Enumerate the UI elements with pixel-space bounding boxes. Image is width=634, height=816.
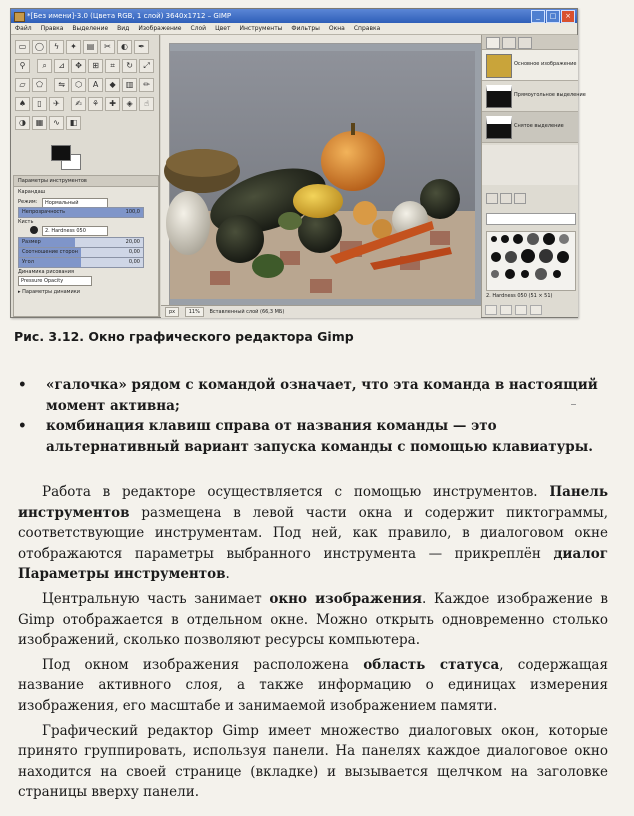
paragraph: Графический редактор Gimp имеет множество диалоговых окон, которые принято группировать, используя панели. На панелях каждое диалоговое окно находится на своей странице (вкладке) и вызывается щелчком на заголовке страницы вверху панели.: [18, 722, 608, 801]
layer-name: Снятое выделение: [514, 123, 564, 129]
bullet-item: [18, 375, 608, 416]
minimize-button[interactable]: _: [531, 10, 545, 23]
aspect-value: 0,00: [128, 249, 140, 255]
blend-tool-icon[interactable]: ▥: [122, 78, 137, 92]
curves-tool-icon[interactable]: ∿: [49, 116, 64, 130]
dynamics-options-label: Параметры динамики: [22, 289, 80, 295]
mode-label: Режим:: [18, 199, 38, 205]
paragraph: [18, 655, 608, 717]
brushes-grid[interactable]: [486, 231, 576, 291]
bullet-list: [18, 375, 608, 457]
tool-options-dialog: [13, 175, 159, 317]
dock-button-row: [482, 305, 578, 315]
term-toolbox: Панель инструментов: [18, 484, 608, 521]
aspect-row: [14, 247, 158, 257]
patterns-tab-icon[interactable]: [500, 193, 512, 204]
paths-tab-icon[interactable]: [518, 37, 532, 49]
brush-swatch[interactable]: [491, 236, 497, 242]
brush-swatch[interactable]: [543, 233, 555, 245]
brush-row: [14, 217, 158, 237]
text-run: . Каждое изображение в Gimp отображается в отдельном окне. Можно открыть одновременно столько изображений, сколько позволяют ресурсы компьютера.: [18, 590, 608, 649]
measure-tool-icon[interactable]: ⊿: [54, 59, 69, 73]
foreground-color-swatch[interactable]: [51, 145, 71, 161]
scale-tool-icon[interactable]: ⤢: [139, 59, 154, 73]
close-button[interactable]: ×: [561, 10, 575, 23]
bullet-item: [18, 416, 608, 457]
layers-empty-area: [482, 145, 578, 185]
brush-swatch[interactable]: [559, 234, 569, 244]
menu-edit[interactable]: Правка: [40, 25, 64, 32]
dynamics-label: Динамика рисования: [18, 269, 74, 275]
threshold-tool-icon[interactable]: ◧: [66, 116, 81, 130]
tool-options-title: Параметры инструментов: [14, 176, 158, 187]
layer-item[interactable]: [482, 81, 586, 112]
brush-swatch[interactable]: [505, 251, 517, 263]
perspective-tool-icon[interactable]: ⬠: [32, 78, 47, 92]
text-run: Центральную часть занимает: [42, 590, 270, 607]
layer-thumbnail: [486, 85, 512, 108]
menu-image[interactable]: Изображение: [138, 25, 182, 32]
zoom-tool-icon[interactable]: ⌕: [37, 59, 52, 73]
move-tool-icon[interactable]: ✥: [71, 59, 86, 73]
fg-bg-color-swatch[interactable]: [51, 145, 81, 169]
bullet-dot-icon: •: [18, 377, 27, 393]
align-tool-icon[interactable]: ⊞: [88, 59, 103, 73]
menu-layer[interactable]: Слой: [190, 25, 207, 32]
cage-tool-icon[interactable]: ⬡: [71, 78, 86, 92]
rect-select-tool-icon[interactable]: ▭: [15, 40, 30, 54]
layers-tab-icon[interactable]: [486, 37, 500, 49]
size-row: [14, 237, 158, 247]
heal-tool-icon[interactable]: ✚: [105, 97, 120, 111]
brush-swatch[interactable]: [521, 249, 535, 263]
shear-tool-icon[interactable]: ▱: [15, 78, 30, 92]
bullet-text: комбинация клавиш справа от названия команды — это альтернативный вариант запуска команды с помощью клавиатуры.: [46, 418, 593, 455]
rotate-tool-icon[interactable]: ↻: [122, 59, 137, 73]
paragraph: [18, 482, 608, 585]
color-select-tool-icon[interactable]: ▤: [83, 40, 98, 54]
smudge-tool-icon[interactable]: ☝: [139, 97, 154, 111]
image-canvas[interactable]: [170, 51, 475, 299]
brush-label: Кисть: [18, 219, 34, 225]
menu-select[interactable]: Выделение: [72, 25, 109, 32]
brush-swatch[interactable]: [535, 268, 547, 280]
brush-swatch[interactable]: [539, 249, 553, 263]
bullet-text: «галочка» рядом с командой означает, что эта команда в настоящий момент активна;: [46, 377, 598, 414]
layers-brushes-dock: [481, 35, 586, 317]
maximize-button[interactable]: □: [546, 10, 560, 23]
foreground-select-tool-icon[interactable]: ◐: [117, 40, 132, 54]
layer-item[interactable]: [482, 50, 578, 81]
text-run: .: [225, 566, 230, 583]
term-image-window: окно изображения: [269, 590, 423, 607]
dock-tabs: [482, 35, 578, 50]
opacity-value: 100,0: [125, 209, 140, 215]
menu-windows[interactable]: Окна: [328, 25, 345, 32]
layer-item[interactable]: [482, 112, 578, 143]
fuzzy-select-tool-icon[interactable]: ✦: [66, 40, 81, 54]
text-tool-icon[interactable]: A: [88, 78, 103, 92]
brush-swatch[interactable]: [557, 251, 569, 263]
dynamics-combo[interactable]: Pressure Opacity: [18, 276, 92, 286]
brush-swatch[interactable]: [491, 270, 499, 278]
paths-tool-icon[interactable]: ✒: [134, 40, 149, 54]
text-run: , содержащая название активного слоя, а также информацию о единицах измерения изображения, его масштабе и занимаемой изображением памяти.: [18, 656, 608, 714]
free-select-tool-icon[interactable]: ϟ: [49, 40, 64, 54]
bullet-dot-icon: •: [18, 418, 27, 434]
brushes-tabs: [482, 193, 578, 205]
image-window: [161, 35, 481, 317]
menu-tools[interactable]: Инструменты: [239, 25, 283, 32]
angle-value: 0,00: [128, 259, 140, 265]
tool-options-section: Карандаш: [18, 189, 46, 195]
layer-name: Прямоугольное выделение: [514, 92, 586, 98]
gimp-screenshot-figure: [10, 8, 586, 318]
angle-row: [14, 257, 158, 267]
brush-swatch[interactable]: [513, 234, 523, 244]
mode-combo[interactable]: Нормальный: [42, 198, 108, 208]
layer-thumbnail: [486, 54, 512, 78]
menu-filters[interactable]: Фильтры: [291, 25, 320, 32]
brush-filter-label: 2. Hardness 050 (51 × 51): [486, 293, 553, 299]
channels-tab-icon[interactable]: [502, 37, 516, 49]
levels-tool-icon[interactable]: ▦: [32, 116, 47, 130]
layer-thumbnail: [486, 116, 512, 139]
airbrush-tool-icon[interactable]: ✈: [49, 97, 64, 111]
dodge-burn-tool-icon[interactable]: ◑: [15, 116, 30, 130]
opacity-label: Непрозрачность: [22, 209, 66, 215]
brush-swatch[interactable]: [501, 235, 509, 243]
opacity-row: [14, 207, 158, 217]
menu-view[interactable]: Вид: [117, 25, 130, 32]
blur-tool-icon[interactable]: ◈: [122, 97, 137, 111]
brush-combo[interactable]: 2. Hardness 050: [42, 226, 108, 236]
horizontal-ruler[interactable]: [161, 35, 481, 44]
size-value: 20,00: [125, 239, 140, 245]
duplicate-brush-button[interactable]: [500, 305, 512, 315]
paintbrush-tool-icon[interactable]: ♠: [15, 97, 30, 111]
angle-label: Угол: [22, 259, 34, 265]
active-layer-status: Вставленный слой (66,3 МБ): [209, 309, 285, 315]
brush-swatch[interactable]: [553, 270, 561, 278]
term-tool-options: диалог Параметры инструментов: [18, 545, 608, 583]
body-text: [18, 482, 608, 807]
dynamics-row: [14, 267, 158, 287]
tool-icon-grid: [14, 39, 156, 134]
menu-colors[interactable]: Цвет: [215, 25, 231, 32]
menu-help[interactable]: Справка: [353, 25, 381, 32]
window-titlebar: [11, 9, 577, 23]
brushes-tab-icon[interactable]: [486, 193, 498, 204]
bucket-fill-tool-icon[interactable]: ◆: [105, 78, 120, 92]
status-bar: [161, 305, 481, 318]
text-run: Работа в редакторе осуществляется с помощью инструментов.: [42, 484, 550, 500]
brush-swatch[interactable]: [521, 270, 529, 278]
ellipse-select-tool-icon[interactable]: ◯: [32, 40, 47, 54]
toolbox-panel: [11, 35, 160, 317]
dynamics-options-expander[interactable]: [14, 287, 158, 297]
color-picker-tool-icon[interactable]: ⚲: [15, 59, 30, 73]
size-label: Размер: [22, 239, 41, 245]
text-run: Под окном изображения расположена: [42, 656, 364, 673]
brush-swatch[interactable]: [491, 252, 501, 262]
refresh-brush-button[interactable]: [530, 305, 542, 315]
figure-caption: Рис. 3.12. Окно графического редактора Gimp: [14, 329, 354, 344]
vegetables-photo: [170, 51, 475, 299]
delete-brush-button[interactable]: [515, 305, 527, 315]
page-mark: [571, 404, 576, 405]
window-title: *[Без имени]-3.0 (Цвета RGB, 1 слой) 3640x1712 – GIMP: [27, 12, 232, 20]
term-status-area: область статуса: [363, 656, 500, 673]
menu-bar: [11, 23, 577, 35]
pencil-tool-icon[interactable]: ✏: [139, 78, 154, 92]
zoom-select[interactable]: 11%: [185, 307, 204, 317]
gradients-tab-icon[interactable]: [514, 193, 526, 204]
gimp-app-icon: [14, 12, 25, 22]
paragraph: [18, 589, 608, 651]
expander-icon: ▸: [18, 289, 23, 295]
text-run: размещена в левой части окна и содержит пиктограммы, соответствующие инструментам. Под ней, как правило, в диалоговом окне отображаются параметры выбранного инструмента — прикреплён: [18, 504, 608, 562]
eraser-tool-icon[interactable]: ▯: [32, 97, 47, 111]
brush-preview-icon[interactable]: [30, 226, 38, 234]
unit-select[interactable]: px: [165, 307, 179, 317]
new-brush-button[interactable]: [485, 305, 497, 315]
aspect-label: Соотношение сторон: [22, 249, 78, 255]
brush-filter-input[interactable]: [486, 213, 576, 225]
scissors-tool-icon[interactable]: ✂: [100, 40, 115, 54]
layer-name: Основное изображение: [514, 61, 577, 67]
flip-tool-icon[interactable]: ⇋: [54, 78, 69, 92]
menu-file[interactable]: Файл: [15, 25, 32, 32]
ink-tool-icon[interactable]: ✍: [71, 97, 86, 111]
crop-tool-icon[interactable]: ⌗: [105, 59, 120, 73]
mode-row: [14, 197, 158, 207]
clone-tool-icon[interactable]: ⚘: [88, 97, 103, 111]
brush-swatch[interactable]: [505, 269, 515, 279]
brush-swatch[interactable]: [527, 233, 539, 245]
